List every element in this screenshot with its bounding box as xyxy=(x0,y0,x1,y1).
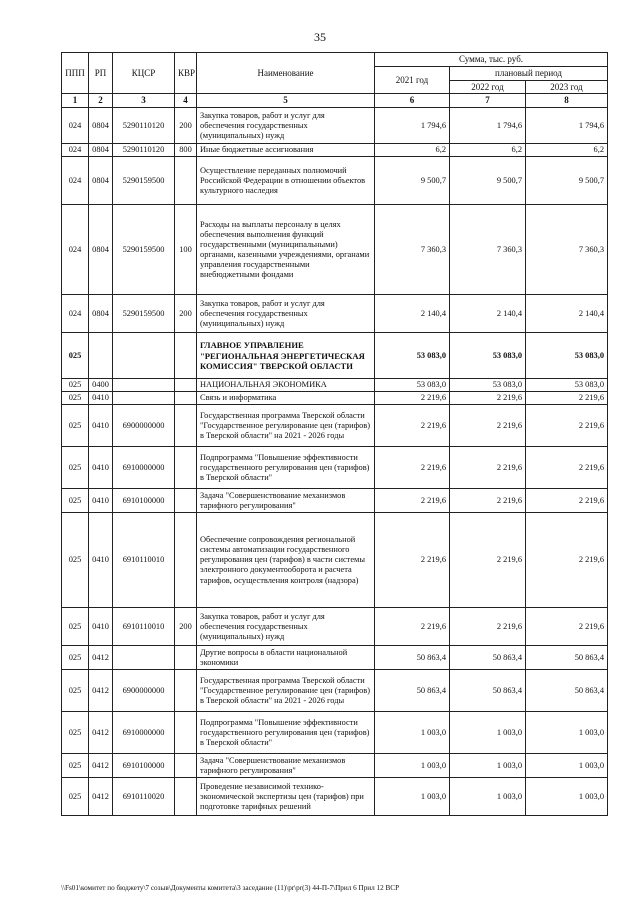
cell-ppp: 025 xyxy=(62,646,89,670)
cell-2021: 2 140,4 xyxy=(375,295,450,333)
cell-kcsr: 6900000000 xyxy=(113,405,175,447)
cell-2021: 2 219,6 xyxy=(375,489,450,513)
cell-2023: 53 083,0 xyxy=(526,379,608,392)
cell-kcsr: 6910110020 xyxy=(113,778,175,816)
cell-kcsr: 6910000000 xyxy=(113,712,175,754)
table-row xyxy=(62,392,608,405)
cell-ppp: 024 xyxy=(62,157,89,205)
cell-rp: 0804 xyxy=(89,295,113,333)
cell-kvr: 100 xyxy=(175,205,197,295)
cell-2022: 2 219,6 xyxy=(450,405,526,447)
table-row xyxy=(62,489,608,513)
cell-2021: 53 083,0 xyxy=(375,379,450,392)
cell-name: Закупка товаров, работ и услуг для обеспечения государственных (муниципальных) нужд xyxy=(197,608,375,646)
cell-ppp: 025 xyxy=(62,670,89,712)
col-header-name: Наименование xyxy=(197,53,375,94)
cell-2022: 1 794,6 xyxy=(450,108,526,144)
cell-ppp: 025 xyxy=(62,447,89,489)
cell-2022: 1 003,0 xyxy=(450,712,526,754)
cell-ppp: 024 xyxy=(62,108,89,144)
cell-2021: 1 003,0 xyxy=(375,754,450,778)
cell-rp: 0410 xyxy=(89,608,113,646)
cell-rp: 0412 xyxy=(89,670,113,712)
cell-2023: 2 140,4 xyxy=(526,295,608,333)
cell-name: Подпрограмма "Повышение эффективности государственного регулирования цен (тарифов) в Тверской области" xyxy=(197,447,375,489)
cell-kvr: 200 xyxy=(175,608,197,646)
cell-2023: 2 219,6 xyxy=(526,447,608,489)
cell-name: Обеспечение сопровождения региональной системы автоматизации государственного регулирования цен (тарифов) в части системы электронного документооборота и расчета тарифов, осуществления контроля (надзора) xyxy=(197,513,375,608)
cell-2021: 1 003,0 xyxy=(375,712,450,754)
cell-kvr xyxy=(175,489,197,513)
cell-rp: 0412 xyxy=(89,754,113,778)
cell-name: Закупка товаров, работ и услуг для обеспечения государственных (муниципальных) нужд xyxy=(197,108,375,144)
cell-kvr xyxy=(175,778,197,816)
cell-2022: 53 083,0 xyxy=(450,379,526,392)
cell-rp: 0804 xyxy=(89,205,113,295)
cell-kcsr: 6910100000 xyxy=(113,754,175,778)
col-index: 6 xyxy=(375,94,450,108)
col-index: 5 xyxy=(197,94,375,108)
cell-2022: 2 219,6 xyxy=(450,489,526,513)
cell-kcsr: 5290110120 xyxy=(113,108,175,144)
table-row xyxy=(62,670,608,712)
cell-rp: 0410 xyxy=(89,392,113,405)
cell-kcsr xyxy=(113,392,175,405)
table-row xyxy=(62,513,608,608)
cell-2021: 2 219,6 xyxy=(375,447,450,489)
cell-name: Подпрограмма "Повышение эффективности государственного регулирования цен (тарифов) в Тверской области" xyxy=(197,712,375,754)
cell-ppp: 025 xyxy=(62,379,89,392)
table-row xyxy=(62,379,608,392)
table-row xyxy=(62,157,608,205)
column-index-row xyxy=(62,94,608,108)
cell-kcsr xyxy=(113,333,175,379)
cell-kcsr: 5290110120 xyxy=(113,144,175,157)
cell-rp: 0410 xyxy=(89,489,113,513)
col-header-sum: Сумма, тыс. руб. xyxy=(375,53,608,67)
cell-2023: 2 219,6 xyxy=(526,489,608,513)
cell-2021: 6,2 xyxy=(375,144,450,157)
cell-name: Другие вопросы в области национальной экономики xyxy=(197,646,375,670)
table-row xyxy=(62,447,608,489)
cell-ppp: 025 xyxy=(62,392,89,405)
cell-2022: 53 083,0 xyxy=(450,333,526,379)
cell-2023: 1 003,0 xyxy=(526,754,608,778)
cell-kcsr xyxy=(113,379,175,392)
table-row xyxy=(62,108,608,144)
cell-2023: 1 794,6 xyxy=(526,108,608,144)
cell-name: Государственная программа Тверской области "Государственное регулирование цен (тарифов) в Тверской области" на 2021 - 2026 годы xyxy=(197,405,375,447)
cell-2023: 6,2 xyxy=(526,144,608,157)
cell-2022: 9 500,7 xyxy=(450,157,526,205)
budget-table xyxy=(61,52,608,816)
col-header-plan-period: плановый период xyxy=(450,66,608,80)
cell-2023: 2 219,6 xyxy=(526,392,608,405)
cell-rp: 0804 xyxy=(89,108,113,144)
cell-kcsr: 6910000000 xyxy=(113,447,175,489)
cell-2021: 2 219,6 xyxy=(375,392,450,405)
table-row xyxy=(62,712,608,754)
cell-2021: 50 863,4 xyxy=(375,670,450,712)
cell-2021: 2 219,6 xyxy=(375,405,450,447)
cell-ppp: 025 xyxy=(62,489,89,513)
cell-kcsr: 5290159500 xyxy=(113,157,175,205)
file-path-footer: \\Fs01\комитет по бюджету\7 созыв\Документы комитета\3 заседание (11)\pr\pr(3) 44-П-7\Прил 6 Прил 12 ВСР xyxy=(61,884,400,892)
col-header-2023: 2023 год xyxy=(526,80,608,94)
cell-ppp: 025 xyxy=(62,405,89,447)
cell-2023: 2 219,6 xyxy=(526,405,608,447)
cell-rp: 0804 xyxy=(89,144,113,157)
cell-2023: 50 863,4 xyxy=(526,670,608,712)
cell-2023: 53 083,0 xyxy=(526,333,608,379)
cell-kcsr: 5290159500 xyxy=(113,205,175,295)
cell-kvr xyxy=(175,392,197,405)
cell-kvr xyxy=(175,447,197,489)
cell-2023: 1 003,0 xyxy=(526,778,608,816)
col-index: 7 xyxy=(450,94,526,108)
cell-2021: 2 219,6 xyxy=(375,513,450,608)
cell-rp: 0412 xyxy=(89,646,113,670)
cell-2022: 6,2 xyxy=(450,144,526,157)
col-index: 3 xyxy=(113,94,175,108)
cell-kcsr: 5290159500 xyxy=(113,295,175,333)
cell-ppp: 025 xyxy=(62,778,89,816)
table-row xyxy=(62,295,608,333)
cell-rp: 0400 xyxy=(89,379,113,392)
cell-kvr xyxy=(175,670,197,712)
cell-2021: 7 360,3 xyxy=(375,205,450,295)
table-row xyxy=(62,754,608,778)
col-index: 2 xyxy=(89,94,113,108)
cell-name: Связь и информатика xyxy=(197,392,375,405)
cell-ppp: 025 xyxy=(62,712,89,754)
cell-2023: 50 863,4 xyxy=(526,646,608,670)
cell-2023: 1 003,0 xyxy=(526,712,608,754)
cell-2023: 2 219,6 xyxy=(526,608,608,646)
cell-2022: 1 003,0 xyxy=(450,778,526,816)
table-row xyxy=(62,646,608,670)
cell-kvr xyxy=(175,712,197,754)
cell-name: Задача "Совершенствование механизмов тарифного регулирования" xyxy=(197,489,375,513)
table-row xyxy=(62,608,608,646)
cell-kvr xyxy=(175,157,197,205)
table-row xyxy=(62,144,608,157)
col-header-kvr: КВР xyxy=(175,53,197,94)
cell-2023: 2 219,6 xyxy=(526,513,608,608)
table-row xyxy=(62,205,608,295)
table-row xyxy=(62,333,608,379)
cell-2023: 9 500,7 xyxy=(526,157,608,205)
cell-kvr xyxy=(175,379,197,392)
cell-ppp: 024 xyxy=(62,205,89,295)
cell-kcsr: 6900000000 xyxy=(113,670,175,712)
cell-kcsr: 6910110010 xyxy=(113,608,175,646)
cell-2022: 2 140,4 xyxy=(450,295,526,333)
cell-2021: 1 794,6 xyxy=(375,108,450,144)
col-header-2022: 2022 год xyxy=(450,80,526,94)
cell-2023: 7 360,3 xyxy=(526,205,608,295)
cell-2022: 2 219,6 xyxy=(450,447,526,489)
cell-2021: 50 863,4 xyxy=(375,646,450,670)
cell-kcsr xyxy=(113,646,175,670)
cell-rp: 0412 xyxy=(89,712,113,754)
cell-name: Расходы на выплаты персоналу в целях обеспечения выполнения функций государственными (муниципальными) органами, казенными учреждениями, органами управления государственными внебюджетными фондами xyxy=(197,205,375,295)
cell-2022: 2 219,6 xyxy=(450,513,526,608)
cell-kvr: 200 xyxy=(175,295,197,333)
cell-kvr: 200 xyxy=(175,108,197,144)
cell-kvr xyxy=(175,646,197,670)
table-row xyxy=(62,778,608,816)
cell-2021: 9 500,7 xyxy=(375,157,450,205)
cell-2021: 53 083,0 xyxy=(375,333,450,379)
cell-kvr xyxy=(175,513,197,608)
cell-2021: 2 219,6 xyxy=(375,608,450,646)
cell-ppp: 025 xyxy=(62,608,89,646)
cell-2022: 50 863,4 xyxy=(450,646,526,670)
cell-ppp: 025 xyxy=(62,513,89,608)
cell-rp: 0410 xyxy=(89,405,113,447)
cell-kvr xyxy=(175,405,197,447)
col-header-rp: РП xyxy=(89,53,113,94)
cell-rp xyxy=(89,333,113,379)
cell-2022: 50 863,4 xyxy=(450,670,526,712)
cell-ppp: 024 xyxy=(62,144,89,157)
cell-2021: 1 003,0 xyxy=(375,778,450,816)
page-number: 35 xyxy=(314,30,326,44)
col-header-kcsr: КЦСР xyxy=(113,53,175,94)
cell-ppp: 025 xyxy=(62,754,89,778)
cell-kvr xyxy=(175,333,197,379)
cell-rp: 0804 xyxy=(89,157,113,205)
cell-2022: 2 219,6 xyxy=(450,392,526,405)
cell-name: Иные бюджетные ассигнования xyxy=(197,144,375,157)
cell-name: Осуществление переданных полномочий Российской Федерации в отношении объектов культурного наследия xyxy=(197,157,375,205)
cell-name: ГЛАВНОЕ УПРАВЛЕНИЕ "РЕГИОНАЛЬНАЯ ЭНЕРГЕТИЧЕСКАЯ КОМИССИЯ" ТВЕРСКОЙ ОБЛАСТИ xyxy=(197,333,375,379)
cell-ppp: 024 xyxy=(62,295,89,333)
cell-2022: 7 360,3 xyxy=(450,205,526,295)
cell-kvr: 800 xyxy=(175,144,197,157)
cell-name: Закупка товаров, работ и услуг для обеспечения государственных (муниципальных) нужд xyxy=(197,295,375,333)
col-header-ppp: ППП xyxy=(62,53,89,94)
cell-rp: 0412 xyxy=(89,778,113,816)
cell-name: Государственная программа Тверской области "Государственное регулирование цен (тарифов) в Тверской области" на 2021 - 2026 годы xyxy=(197,670,375,712)
col-index: 4 xyxy=(175,94,197,108)
cell-kvr xyxy=(175,754,197,778)
col-index: 1 xyxy=(62,94,89,108)
col-header-2021: 2021 год xyxy=(375,66,450,94)
cell-name: Задача "Совершенствование механизмов тарифного регулирования" xyxy=(197,754,375,778)
table-row xyxy=(62,405,608,447)
table-body xyxy=(62,108,608,816)
cell-name: Проведение независимой технико-экономической экспертизы цен (тарифов) при подготовке тарифных решений xyxy=(197,778,375,816)
cell-kcsr: 6910110010 xyxy=(113,513,175,608)
cell-rp: 0410 xyxy=(89,513,113,608)
cell-2022: 1 003,0 xyxy=(450,754,526,778)
cell-2022: 2 219,6 xyxy=(450,608,526,646)
cell-kcsr: 6910100000 xyxy=(113,489,175,513)
cell-rp: 0410 xyxy=(89,447,113,489)
cell-ppp: 025 xyxy=(62,333,89,379)
col-index: 8 xyxy=(526,94,608,108)
cell-name: НАЦИОНАЛЬНАЯ ЭКОНОМИКА xyxy=(197,379,375,392)
